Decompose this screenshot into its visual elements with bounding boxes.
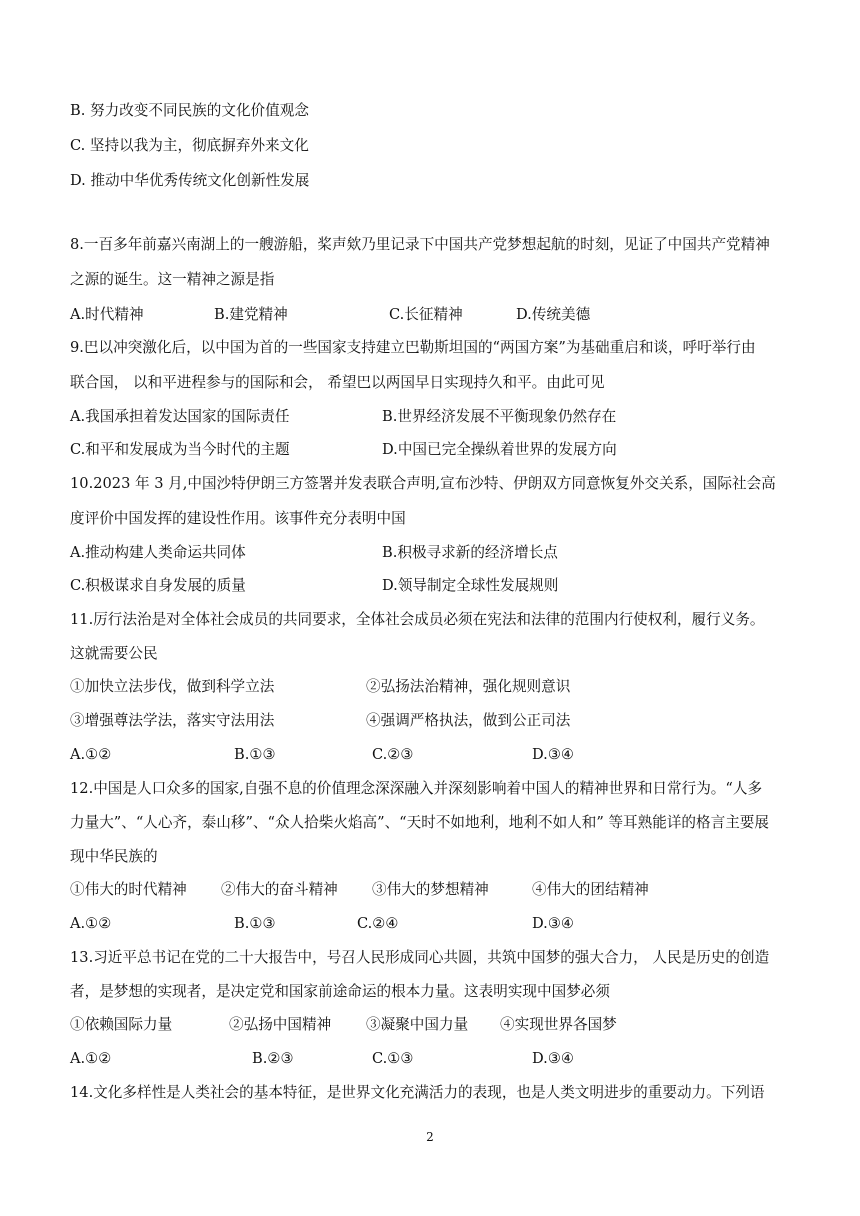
page-number: 2 <box>426 1130 434 1144</box>
question-8-option-a: A.时代精神 <box>70 306 144 323</box>
question-13-item-4: ④实现世界各国梦 <box>500 1016 617 1033</box>
question-12-option-a: A.①② <box>70 915 112 932</box>
question-12-line-1: 12.中国是人口众多的国家,自强不息的价值理念深深融入并深刻影响着中国人的精神世界和日常行为。“人多 <box>70 780 763 797</box>
question-13-line-1: 13.习近平总书记在党的二十大报告中，号召人民形成同心共圆，共筑中国梦的强大合力， 人民是历史的创造 <box>70 949 770 966</box>
question-11-line-2: 这就需要公民 <box>70 645 158 662</box>
question-9-option-a: A.我国承担着发达国家的国际责任 <box>70 408 290 425</box>
question-10-option-d: D.领导制定全球性发展规则 <box>382 577 559 594</box>
question-9-line-1: 9.巴以冲突激化后，以中国为首的一些国家支持建立巴勒斯坦国的“两国方案”为基础重启和谈，呼吁举行由 <box>70 339 756 356</box>
question-8-line-2: 之源的诞生。这一精神之源是指 <box>70 271 275 288</box>
question-10-line-2: 度评价中国发挥的建设性作用。该事件充分表明中国 <box>70 510 406 527</box>
question-12-option-c: C.②④ <box>357 915 399 932</box>
question-8-option-c: C.长征精神 <box>389 306 463 323</box>
question-13-option-c: C.①③ <box>372 1050 414 1067</box>
question-11-item-4: ④强调严格执法，做到公正司法 <box>366 712 571 729</box>
question-11-item-3: ③增强尊法学法，落实守法用法 <box>70 712 275 729</box>
question-11-option-d: D.③④ <box>532 746 574 763</box>
question-13-option-b: B.②③ <box>252 1050 294 1067</box>
question-9-option-c: C.和平和发展成为当今时代的主题 <box>70 441 290 458</box>
question-13-option-a: A.①② <box>70 1050 112 1067</box>
question-13-item-3: ③凝聚中国力量 <box>366 1016 469 1033</box>
question-10-option-b: B.积极寻求新的经济增长点 <box>382 544 558 561</box>
question-10-option-c: C.积极谋求自身发展的质量 <box>70 577 246 594</box>
question-12-item-3: ③伟大的梦想精神 <box>372 881 489 898</box>
question-12-item-2: ②伟大的奋斗精神 <box>221 881 338 898</box>
question-11-option-b: B.①③ <box>234 746 276 763</box>
question-8-line-1: 8.一百多年前嘉兴南湖上的一艘游船，桨声欸乃里记录下中国共产党梦想起航的时刻，见证了中国共产党精神 <box>70 236 770 253</box>
question-12-option-b: B.①③ <box>234 915 276 932</box>
question-10-option-a: A.推动构建人类命运共同体 <box>70 544 246 561</box>
question-11-option-c: C.②③ <box>372 746 414 763</box>
prev-option-c: C. 坚持以我为主，彻底摒弃外来文化 <box>70 137 309 154</box>
question-11-line-1: 11.厉行法治是对全体社会成员的共同要求，全体社会成员必须在宪法和法律的范围内行使权利，履行义务。 <box>70 611 765 628</box>
question-11-item-2: ②弘扬法治精神，强化规则意识 <box>366 678 571 695</box>
question-10-line-1: 10.2023 年 3 月,中国沙特伊朗三方签署并发表联合声明,宣布沙特、伊朗双方同意恢复外交关系，国际社会高 <box>70 475 776 492</box>
question-8-option-d: D.传统美德 <box>516 306 591 323</box>
prev-option-b: B. 努力改变不同民族的文化价值观念 <box>70 102 309 119</box>
question-13-option-d: D.③④ <box>532 1050 574 1067</box>
question-12-item-4: ④伟大的团结精神 <box>532 881 649 898</box>
question-13-line-2: 者，是梦想的实现者，是决定党和国家前途命运的根本力量。这表明实现中国梦必须 <box>70 983 610 1000</box>
question-13-item-2: ②弘扬中国精神 <box>229 1016 332 1033</box>
question-12-option-d: D.③④ <box>532 915 574 932</box>
question-13-item-1: ①依赖国际力量 <box>70 1016 173 1033</box>
question-12-line-2: 力量大”、“人心齐，泰山移”、“众人拾柴火焰高”、“天时不如地利，地利不如人和” 等耳熟能详的格言主要展 <box>70 814 769 831</box>
question-9-option-b: B.世界经济发展不平衡现象仍然存在 <box>382 408 617 425</box>
question-12-line-3: 现中华民族的 <box>70 848 158 865</box>
question-14-line-1: 14.文化多样性是人类社会的基本特征，是世界文化充满活力的表现，也是人类文明进步的重要动力。下列语 <box>70 1084 765 1101</box>
question-12-item-1: ①伟大的时代精神 <box>70 881 187 898</box>
question-11-option-a: A.①② <box>70 746 112 763</box>
prev-option-d: D. 推动中华优秀传统文化创新性发展 <box>70 172 310 189</box>
question-9-option-d: D.中国已完全操纵着世界的发展方向 <box>382 441 617 458</box>
question-8-option-b: B.建党精神 <box>214 306 288 323</box>
question-9-line-2: 联合国， 以和平进程参与的国际和会， 希望巴以两国早日实现持久和平。由此可见 <box>70 374 605 391</box>
question-11-item-1: ①加快立法步伐，做到科学立法 <box>70 678 275 695</box>
